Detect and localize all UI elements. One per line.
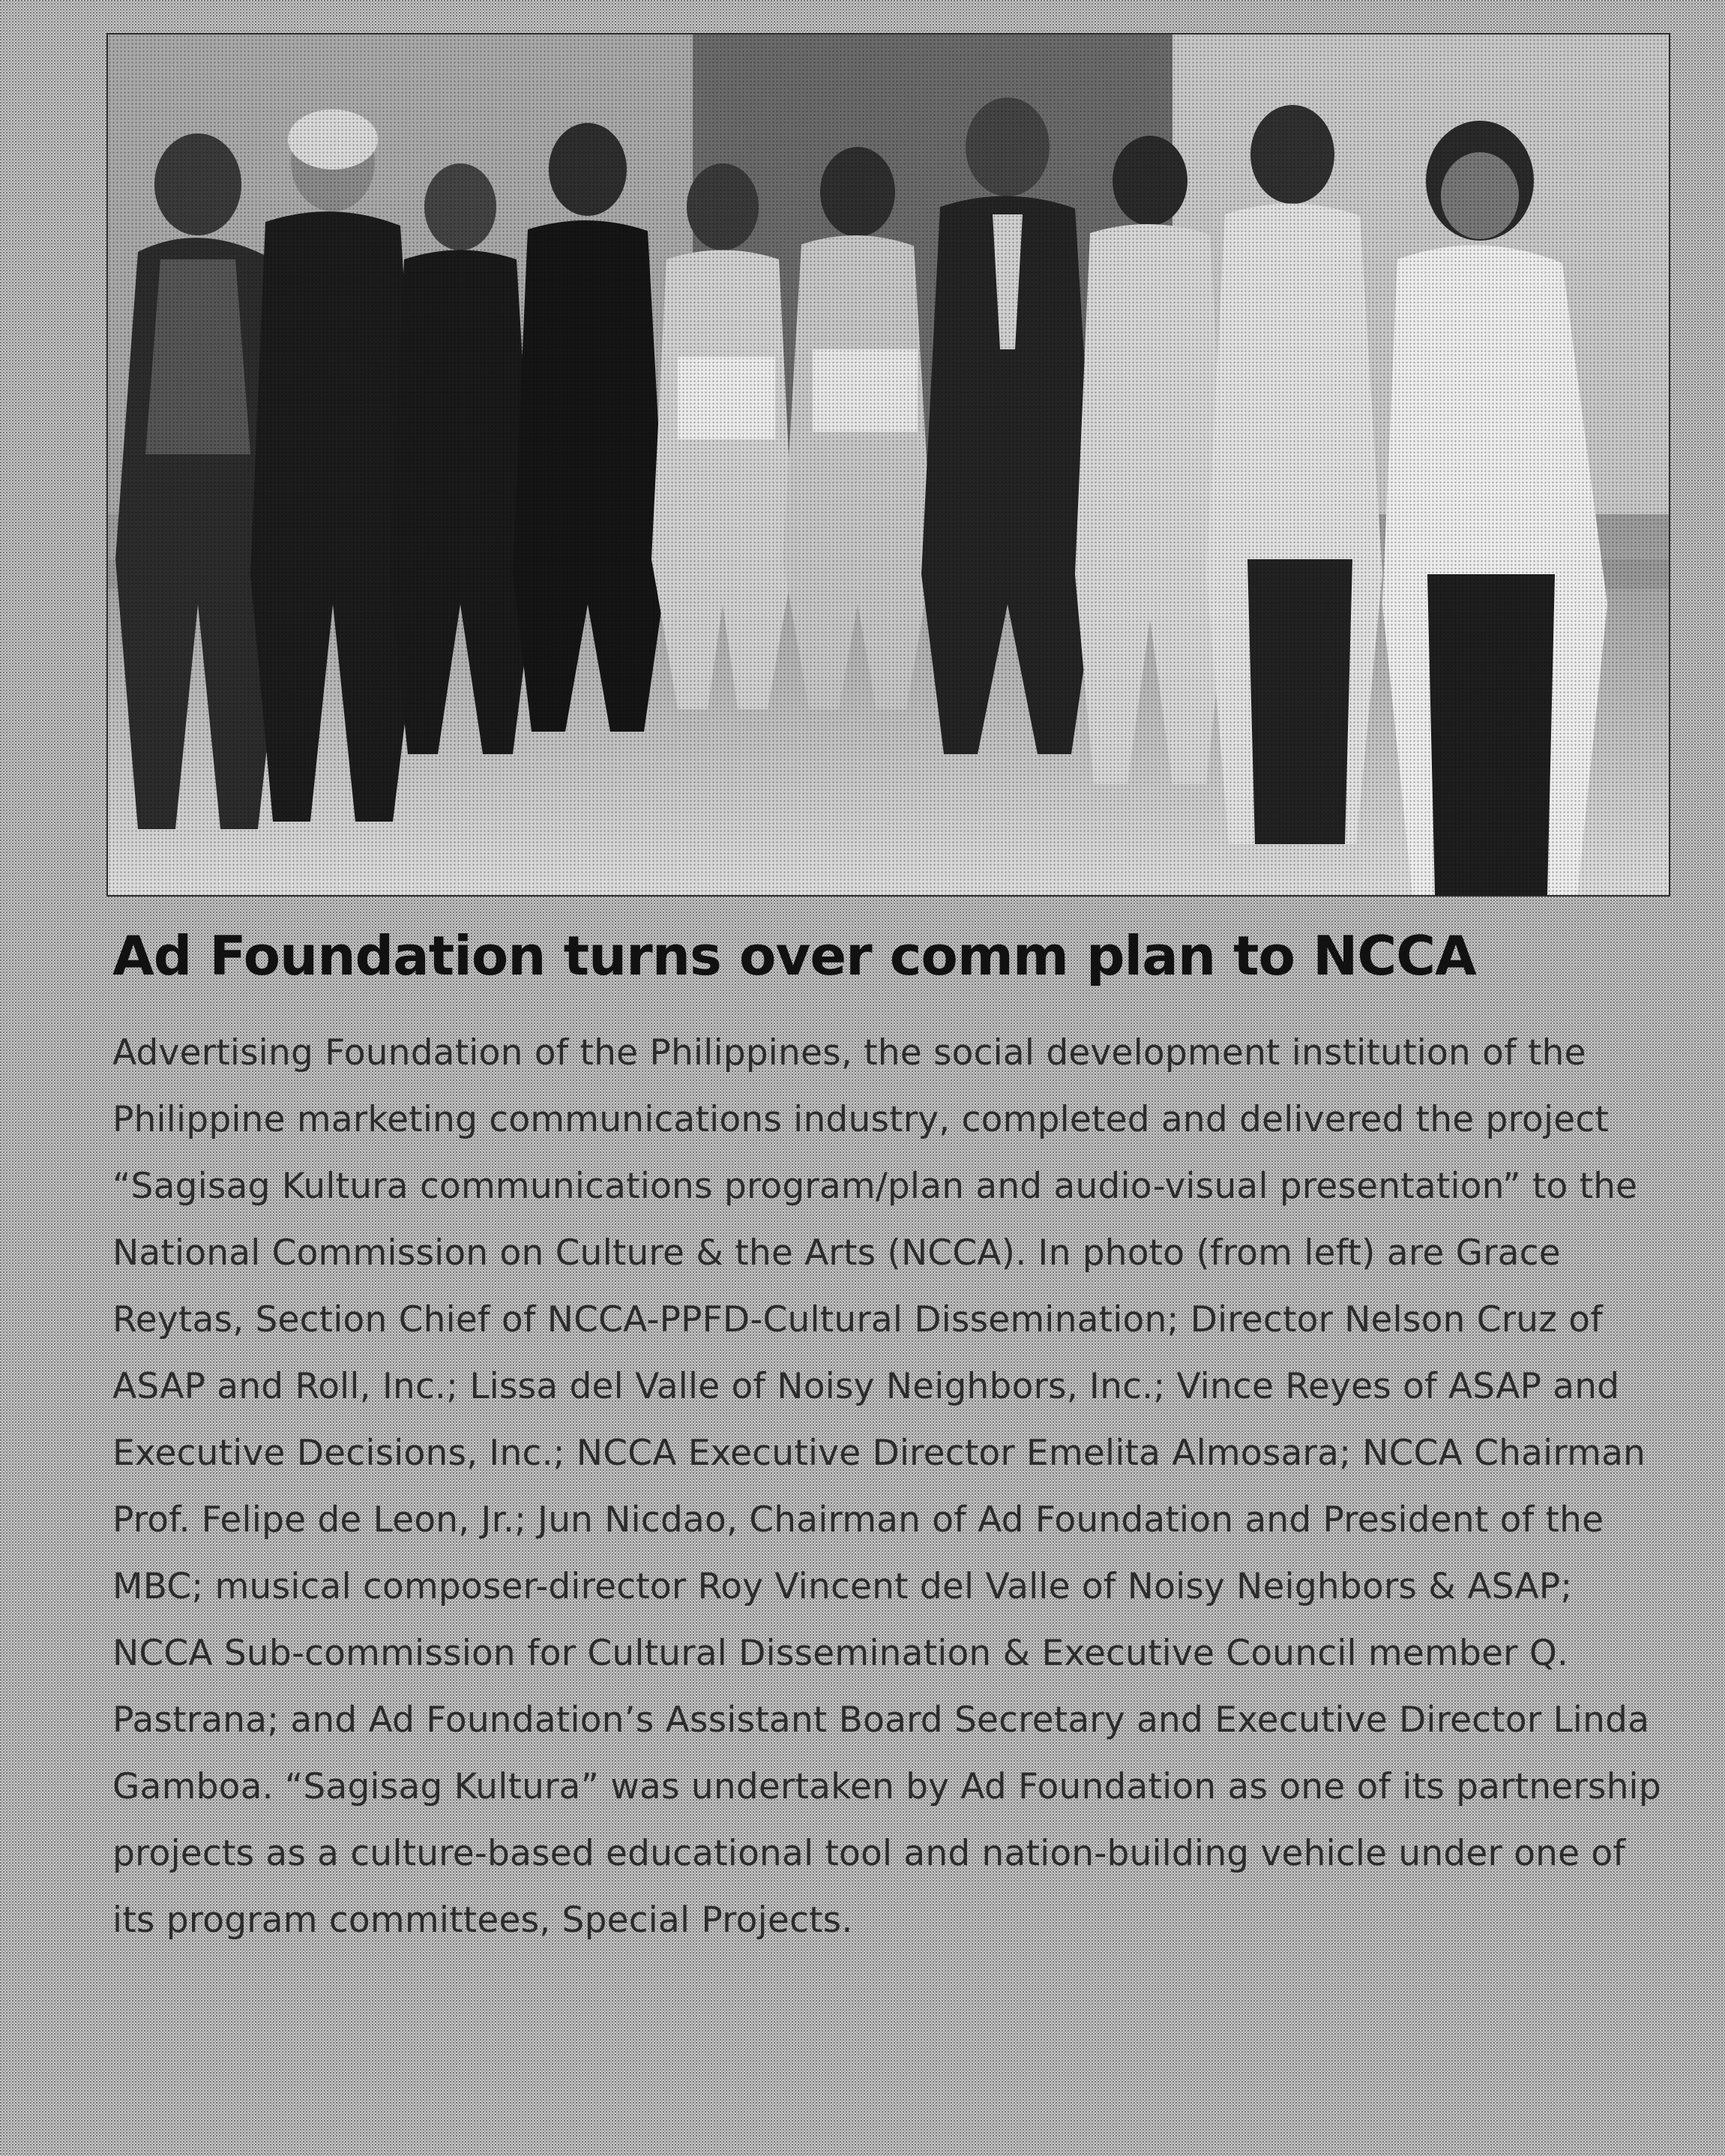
group-photo-illustration: [108, 34, 1669, 895]
group-photo: [106, 33, 1670, 897]
article-caption: Advertising Foundation of the Philippines, the social development institution of the Philippine marketing communications industry, completed and delivered the project “Sagisag Kultura communications program/plan and audio-visual presentation” to the National Commission on Culture & the Arts (NCCA). In photo (from left) are Grace Reytas, Section Chief of NCCA-PPFD-Cultural Dissemination; Director Nelson Cruz of ASAP and Roll, Inc.; Lissa del Valle of Noisy Neighbors, Inc.; Vince Reyes of ASAP and Executive Decisions, Inc.; NCCA Executive Director Emelita Almosara; NCCA Chairman Prof. Felipe de Leon, Jr.; Jun Nicdao, Chairman of Ad Foundation and President of the MBC; musical composer-director Roy Vincent del Valle of Noisy Neighbors & ASAP; NCCA Sub-commission for Cultural Dissemination & Executive Council member Q. Pastrana; and Ad Foundation’s Assistant Board Secretary and Executive Director Linda Gamboa. “Sagisag Kultura” was undertaken by Ad Foundation as one of its partnership projects as a culture-based educational tool and nation-building vehicle under one of its program committees, Special Projects.: [112, 1032, 1661, 1941]
article-headline: Ad Foundation turns over comm plan to NCCA: [112, 924, 1476, 987]
